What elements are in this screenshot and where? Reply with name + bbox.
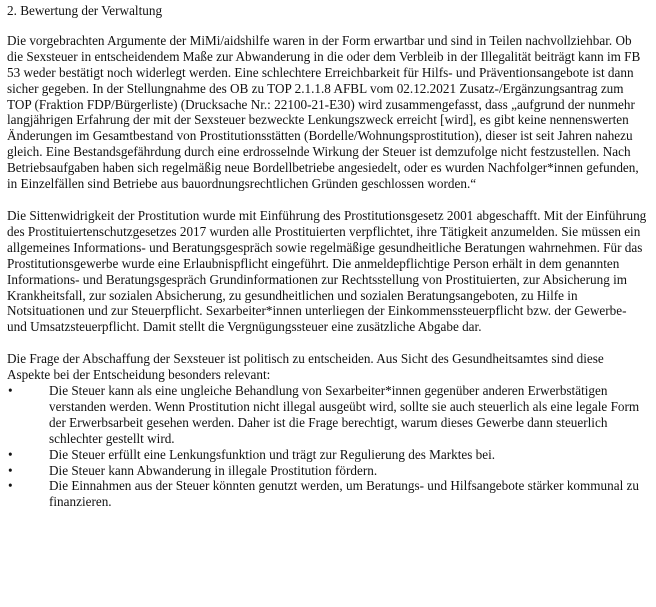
aspects-list xyxy=(7,383,648,510)
bullet-marker: • xyxy=(8,462,13,478)
list-item xyxy=(7,463,648,479)
list-item-text: Die Steuer kann als eine ungleiche Behandlung von Sexarbeiter*innen gegenüber anderen Erwerbstätigen verstanden werden. Wenn Prostitution nicht illegal ausgeübt wird, sollte sie auch steuerlich als eine legale Form der Erwerbsarbeit gesehen werden. Daher ist die Frage berechtigt, warum dieses Gewerbe dann steuerlich schlechter gestellt wird. xyxy=(49,383,640,446)
paragraph-health-office-view: Die Frage der Abschaffung der Sexsteuer ist politisch zu entscheiden. Aus Sicht des Gesundheitsamtes sind diese Aspekte bei der Entscheidung besonders relevant: xyxy=(7,351,604,383)
paragraph-assessment: Die vorgebrachten Argumente der MiMi/aidshilfe waren in der Form erwartbar und sind in Teilen nachvollziehbar. Ob die Sexsteuer in entscheidendem Maße zur Abwanderung in die oder dem Verbleib in der Illegalität beiträgt kann im FB 53 weder bestätigt noch widerlegt werden. Eine schlechtere Erreichbarkeit für Hilfs- und Präventionsangebote ist dann sicher gegeben. In der Stellungnahme des OB zu TOP 2.1.1.8 AFBL vom 02.12.2021 Zusatz-/Ergänzungsantrag zum TOP (Fraktion FDP/Bürgerliste) (Drucksache Nr.: 22100-21-E30) wird zusammengefasst, dass „aufgrund der nunmehr langjährigen Erfahrung der mit der Sexsteuer bezweckte Lenkungszweck erreicht [wird], es gibt keine nennenswerten Änderungen im Gesamtbestand von Prostitutionsstätten (Bordelle/Wohnungsprostitution), dieser ist seit Jahren nahezu gleich. Eine Bestandsgefährdung durch eine erdrosselnde Wirkung der Steuer ist demzufolge nicht festzustellen. Nach Betriebsaufgaben haben sich regelmäßig neue Bordellbetriebe angesiedelt, oder es wurden Nachfolger*innen gefunden, in Einzelfällen sind Betriebe aus bauordnungsrechtlichen Gründen geschlossen worden.“ xyxy=(7,32,641,192)
bullet-marker: • xyxy=(8,383,13,399)
list-item-text: Die Steuer kann Abwanderung in illegale Prostitution fördern. xyxy=(49,462,378,478)
bullet-marker: • xyxy=(8,478,13,494)
section-heading: 2. Bewertung der Verwaltung xyxy=(7,3,163,18)
list-item-text: Die Steuer erfüllt eine Lenkungsfunktion und trägt zur Regulierung des Marktes bei. xyxy=(49,446,496,462)
bullet-marker: • xyxy=(8,446,13,462)
list-item xyxy=(7,478,648,510)
paragraph-legal-background: Die Sittenwidrigkeit der Prostitution wurde mit Einführung des Prostitutionsgesetz 2001 abgeschafft. Mit der Einführung des Prostituiertenschutzgesetzes 2017 wurden alle Prostituierten verpflichtet, ihre Tätigkeit anzumelden. Sie müssen ein allgemeines Informations- und Beratungsgespräch sowie regelmäßige gesundheitliche Beratungen wahrnehmen. Für das Prostitutionsgewerbe wurde eine Erlaubnispflicht eingeführt. Die anmeldepflichtige Person erhält in dem genannten Informations- und Beratungsgespräch Grundinformationen zur Rechtsstellung von Prostituierten, zur Absicherung im Krankheitsfall, zur sozialen Absicherung, zu gesundheitlichen und sozialen Beratungsangeboten, zu Hilfe in Notsituationen und zur Steuerpflicht. Sexarbeiter*innen unterliegen der Einkommenssteuerpflicht bzw. der Gewerbe- und Umsatzsteuerpflicht. Damit stellt die Vergnügungssteuer eine zusätzliche Abgabe dar. xyxy=(7,207,647,335)
list-item-text: Die Einnahmen aus der Steuer könnten genutzt werden, um Beratungs- und Hilfsangebote stärker kommunal zu finanzieren. xyxy=(49,478,639,510)
list-item xyxy=(7,383,648,447)
list-item xyxy=(7,447,648,463)
